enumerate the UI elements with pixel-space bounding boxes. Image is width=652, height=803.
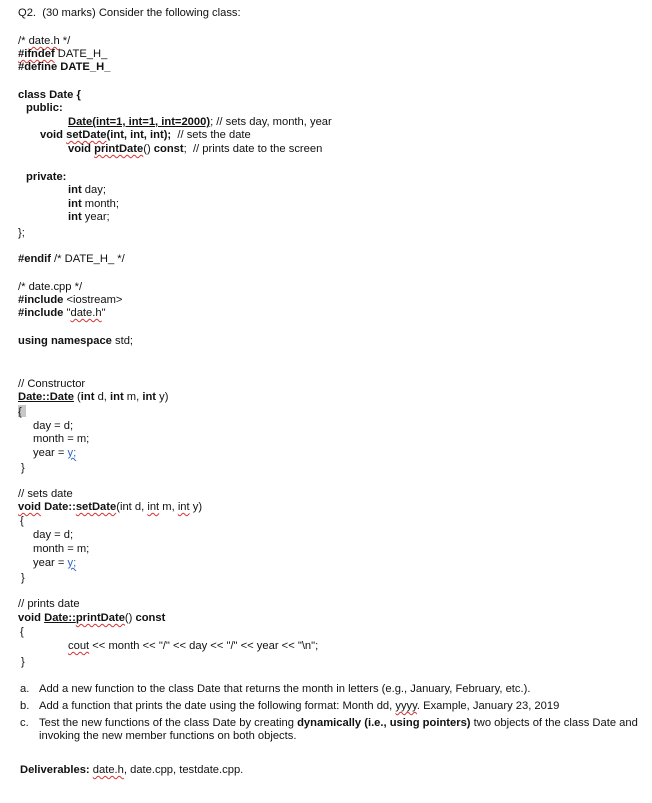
setdate-line-day: day = d; <box>33 529 74 541</box>
printdate-open-brace: { <box>20 626 24 638</box>
header-comment: /* date.h */ <box>18 35 71 47</box>
class-close: }; <box>18 227 25 239</box>
header-filename: date.h <box>28 35 60 47</box>
private-label: private: <box>26 171 67 183</box>
task-a: a. Add a new function to the class Date that returns the month in letters (e.g., January, February, etc.). <box>20 683 531 695</box>
constructor-close-brace: } <box>21 462 25 474</box>
constructor-line-month: month = m; <box>33 433 90 445</box>
endif-line: #endif /* DATE_H_ */ <box>18 253 125 265</box>
setdate-line-month: month = m; <box>33 543 90 555</box>
setdate-open-brace: { <box>20 515 24 527</box>
member-month: int month; <box>68 198 119 210</box>
question-prompt: Consider the following class: <box>98 7 241 19</box>
task-c: c. Test the new functions of the class Date by creating dynamically (i.e., using pointers) two objects of the class Date and invoking the new member functions on both objects. <box>20 717 638 742</box>
cpp-comment: /* date.cpp */ <box>18 281 83 293</box>
setdate-declaration: void setDate(int, int, int); // sets the date <box>40 129 251 141</box>
setdate-signature: void Date::setDate(int d, int m, int y) <box>18 501 203 513</box>
constructor-line-year: year = y; <box>33 447 77 459</box>
question-marks: (30 marks) <box>42 7 96 19</box>
ifndef-line: #ifndef DATE_H_ <box>18 48 108 60</box>
question-header <box>18 7 241 20</box>
public-label: public: <box>26 102 63 114</box>
setdate-close-brace: } <box>21 572 25 584</box>
using-namespace: using namespace std; <box>18 335 134 347</box>
include-iostream: #include <iostream> <box>18 294 123 306</box>
deliverables: Deliverables: date.h, date.cpp, testdate.cpp. <box>20 764 244 776</box>
setdate-comment: // sets date <box>18 488 73 500</box>
task-b: b. Add a function that prints the date using the following format: Month dd, yyyy. Example, January 23, 2019 <box>20 700 560 712</box>
class-declaration: class Date { <box>18 89 81 101</box>
constructor-signature: Date::Date (int d, int m, int y) <box>18 391 169 403</box>
printdate-comment: // prints date <box>18 598 80 610</box>
setdate-line-year: year = y; <box>33 557 77 569</box>
constructor-open-brace: { <box>18 405 22 419</box>
printdate-declaration: void printDate() const; // prints date to the screen <box>68 143 323 155</box>
constructor-declaration: Date(int=1, int=1, int=2000); // sets day, month, year <box>68 116 332 128</box>
member-day: int day; <box>68 184 106 196</box>
member-year: int year; <box>68 211 110 223</box>
printdate-close-brace: } <box>21 656 25 668</box>
printdate-signature: void Date::printDate() const <box>18 612 166 624</box>
define-line: #define DATE_H_ <box>18 61 111 73</box>
include-date-h: #include "date.h" <box>18 307 106 319</box>
constructor-comment: // Constructor <box>18 378 86 390</box>
question-number: Q2. <box>18 7 37 19</box>
constructor-line-day: day = d; <box>33 420 74 432</box>
printdate-body: cout << month << "/" << day << "/" << year << "\n"; <box>68 640 319 652</box>
